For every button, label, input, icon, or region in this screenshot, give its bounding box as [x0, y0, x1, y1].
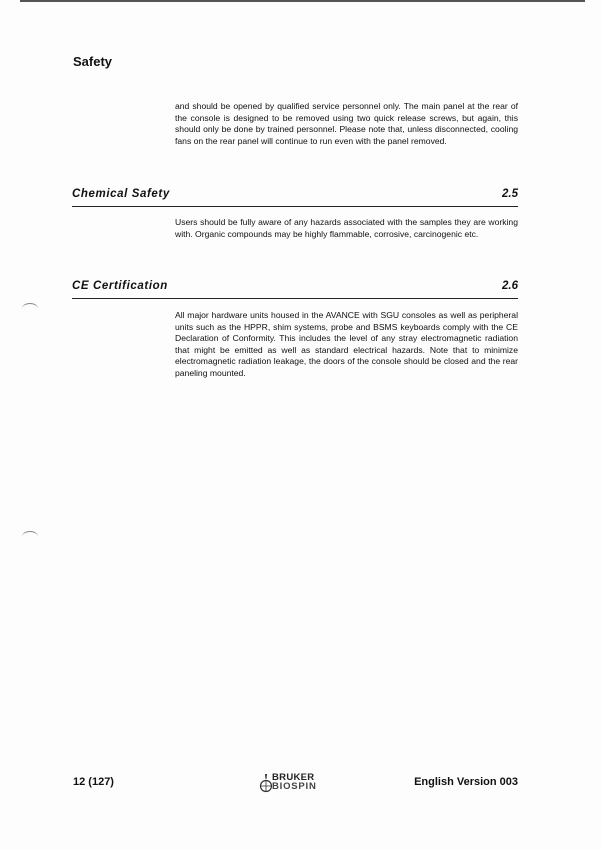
section-number: 2.6	[502, 280, 518, 292]
intro-paragraph: and should be opened by qualified service personnel only. The main panel at the rear of the console is designed to be removed using two quick release screws, but again, this should only be done by trained personnel. Please note that, unless disconnected, cooling fans on the rear panel will continue to run even with the panel removed.	[175, 101, 518, 146]
chemical-safety-paragraph: Users should be fully aware of any hazards associated with the samples they are working with. Organic compounds may be highly flammable, corrosive, carcinogenic etc.	[175, 217, 518, 239]
section-title: CE Certification	[72, 280, 168, 292]
logo-wordmark-line2: BIOSPIN	[272, 781, 317, 792]
bruker-globe-icon	[258, 772, 272, 794]
section-header-ce-certification	[72, 278, 518, 299]
bruker-logo	[258, 772, 328, 794]
section-header-chemical-safety	[72, 186, 518, 207]
section-title: Chemical Safety	[72, 188, 170, 200]
punch-hole-mark-upper	[22, 303, 38, 314]
version-label: English Version 003	[414, 776, 518, 788]
logo-wordmark-line1: BRUKER	[272, 772, 315, 783]
top-rule	[20, 0, 585, 2]
ce-certification-paragraph: All major hardware units housed in the AVANCE with SGU consoles as well as peripheral units such as the HPPR, shim systems, probe and BSMS keyboards comply with the CE Declaration of Conformity. This includes the level of any stray electromagnetic radiation that might be emitted as well as standard electrical hazards. Note that to minimize electromagnetic radiation leakage, the doors of the console should be closed and the rear paneling mounted.	[175, 310, 518, 378]
page-number: 12 (127)	[73, 776, 114, 788]
punch-hole-mark-lower	[22, 531, 38, 542]
page-title: Safety	[73, 54, 113, 69]
section-number: 2.5	[502, 188, 518, 200]
